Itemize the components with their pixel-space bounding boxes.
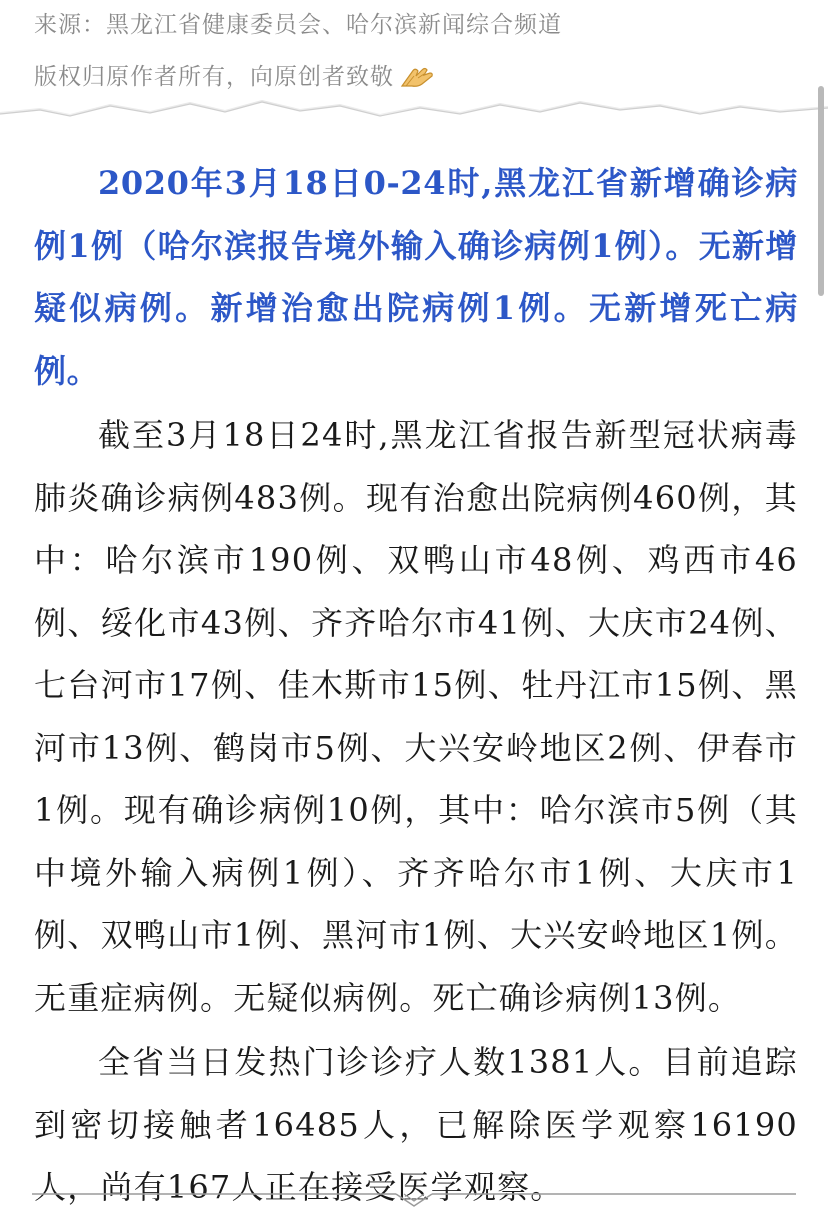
scrollbar-thumb[interactable] — [818, 86, 824, 296]
source-attribution: 来源：黑龙江省健康委员会、哈尔滨新闻综合频道 — [34, 12, 562, 38]
praying-hands-icon — [398, 64, 436, 88]
copyright-notice — [34, 58, 436, 91]
section-divider — [32, 1190, 796, 1212]
torn-paper-divider — [0, 92, 828, 138]
article-body — [34, 152, 798, 1219]
copyright-text: 版权归原作者所有，向原创者致敬 — [34, 64, 394, 90]
statistics-paragraph: 截至3月18日24时,黑龙江省报告新型冠状病毒肺炎确诊病例483例。现有治愈出院病例460例，其中：哈尔滨市190例、双鸭山市48例、鸡西市46例、绥化市43例、齐齐哈尔市41例、大庆市24例、七台河市17例、佳木斯市15例、牡丹江市15例、黑河市13例、鹤岗市5例、大兴安岭地区2例、伊春市1例。现有确诊病例10例，其中：哈尔滨市5例（其中境外输入病例1例）、齐齐哈尔市1例、大庆市1例、双鸭山市1例、黑河市1例、大兴安岭地区1例。无重症病例。无疑似病例。死亡确诊病例13例。 — [34, 416, 798, 1017]
contact-tracing-paragraph: 全省当日发热门诊诊疗人数1381人。目前追踪到密切接触者16485人，已解除医学观察16190人，尚有167人正在接受医学观察。 — [34, 1043, 798, 1206]
headline-paragraph: 2020年3月18日0-24时,黑龙江省新增确诊病例1例（哈尔滨报告境外输入确诊病例1例）。无新增疑似病例。新增治愈出院病例1例。无新增死亡病例。 — [34, 164, 798, 390]
